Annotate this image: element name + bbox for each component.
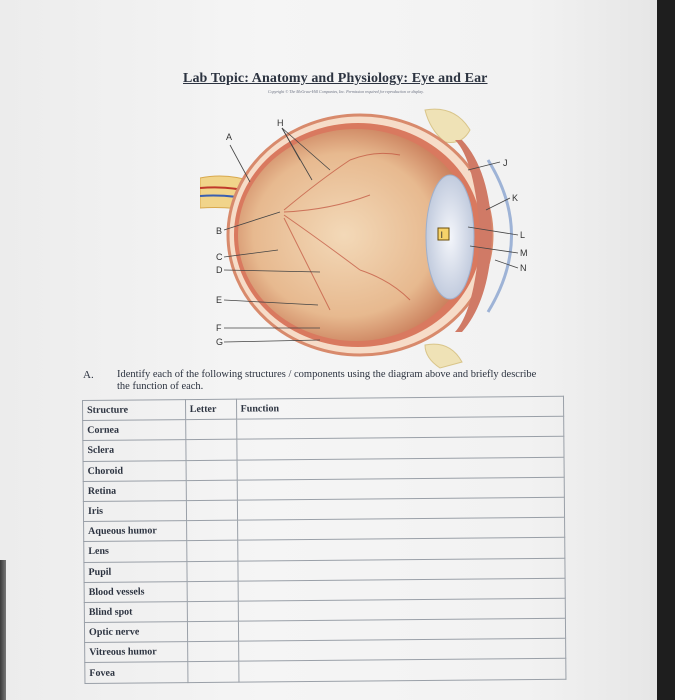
eye-diagram [200,100,540,370]
monitor-bezel [657,0,675,700]
letter-cell[interactable] [187,561,238,582]
letter-cell[interactable] [186,520,237,541]
letter-cell[interactable] [187,601,238,622]
diagram-label-m: M [520,248,528,258]
structure-name: Vitreous humor [85,642,188,663]
function-cell[interactable] [237,497,565,520]
section-letter: A. [83,369,94,381]
structure-name: Retina [83,480,186,501]
structure-name: Fovea [85,662,188,683]
function-cell[interactable] [238,618,566,641]
function-cell[interactable] [237,517,565,540]
copyright-notice: Copyright © The McGraw-Hill Companies, Inc. Permission required for reproduction or display. [268,89,424,94]
header-structure: Structure [83,400,186,421]
diagram-label-b: B [216,226,223,236]
function-cell[interactable] [237,457,565,480]
page-title: Lab Topic: Anatomy and Physiology: Eye and Ear [183,71,488,86]
function-cell[interactable] [237,538,565,561]
lens-shape [426,175,474,299]
header-letter: Letter [185,399,236,420]
function-cell[interactable] [238,639,566,662]
eyelid-tissue-bottom [425,344,462,368]
diagram-label-c: C [216,252,223,262]
structure-name: Iris [83,501,186,522]
function-cell[interactable] [236,437,564,460]
diagram-label-n: N [520,263,527,273]
function-cell[interactable] [237,477,565,500]
function-cell[interactable] [238,598,566,621]
structure-name: Lens [84,541,187,562]
table-row [85,659,566,683]
diagram-label-g: G [216,337,224,347]
diagram-label-k: K [512,193,519,203]
structure-name: Cornea [83,420,186,441]
letter-cell[interactable] [186,440,237,461]
monitor-bezel-left [0,560,6,700]
letter-cell[interactable] [186,540,237,561]
diagram-label-j: J [503,158,508,168]
structure-name: Choroid [83,460,186,481]
diagram-label-d: D [216,265,223,275]
section-instructions: Identify each of the following structures / components using the diagram above and briefly describe the function of each. [117,369,537,392]
letter-cell[interactable] [187,621,238,642]
diagram-label-i: I [440,230,444,240]
function-cell[interactable] [237,558,565,581]
letter-cell[interactable] [187,662,238,683]
letter-cell[interactable] [186,500,237,521]
function-cell[interactable] [236,416,564,439]
function-cell[interactable] [238,659,566,682]
diagram-label-e: E [216,295,223,305]
structure-name: Optic nerve [84,622,187,643]
function-cell[interactable] [238,578,566,601]
letter-cell[interactable] [186,480,237,501]
structure-name: Pupil [84,561,187,582]
structure-name: Blood vessels [84,581,187,602]
structure-name: Aqueous humor [84,521,187,542]
structure-name: Blind spot [84,601,187,622]
diagram-label-f: F [216,323,222,333]
letter-cell[interactable] [186,460,237,481]
diagram-label-a: A [226,132,233,142]
diagram-label-h: H [277,118,284,128]
structure-table [82,396,566,684]
letter-cell[interactable] [187,641,238,662]
letter-cell[interactable] [185,419,236,440]
diagram-label-l: L [520,230,526,240]
letter-cell[interactable] [187,581,238,602]
header-function: Function [236,396,564,419]
structure-name: Sclera [83,440,186,461]
